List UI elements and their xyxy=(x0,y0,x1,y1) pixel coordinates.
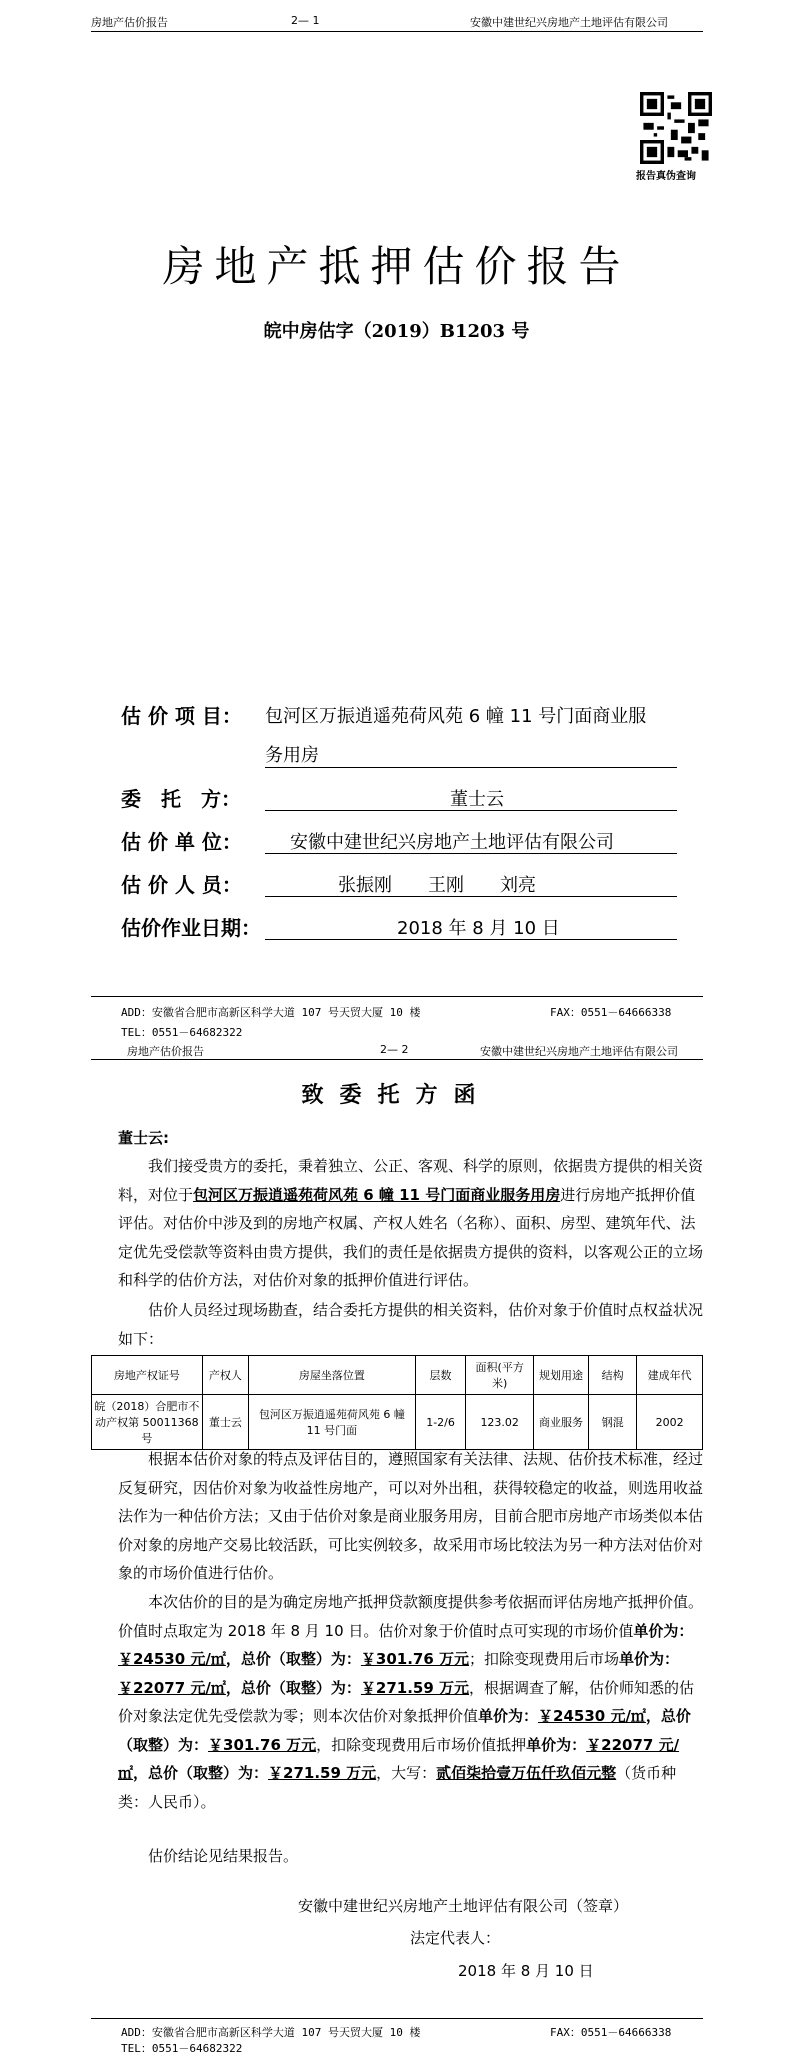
field-underline xyxy=(265,939,677,940)
paragraph-1 xyxy=(118,1152,704,1295)
field-value-appraisers: 张振刚 王刚 刘亮 xyxy=(338,875,536,896)
field-value-project-line1: 包河区万振逍遥苑荷风苑 6 幢 11 号门面商业服 xyxy=(265,706,647,727)
value-unit-price: ￥24530 元/㎡ xyxy=(118,1650,226,1668)
signature-company: 安徽中建世纪兴房地产土地评估有限公司（签章） xyxy=(298,1897,629,1915)
report-number: 皖中房估字（2019）B1203 号 xyxy=(263,321,530,342)
paragraph-text: 本次估价的目的是为确定房地产抵押贷款额度提供参考依据而评估房地产抵押价值。价值时点取定为 2018 年 8 月 10 日。估价对象于价值时点可实现的市场价值 xyxy=(118,1593,704,1640)
table-cell: 2002 xyxy=(637,1395,703,1450)
label-bold: 单价为： xyxy=(619,1650,680,1668)
table-cell: 董士云 xyxy=(202,1395,248,1450)
paragraph-text: 我们接受贵方的委托，秉着独立、公正、客观、科学的原则，依据贵方提供的相关资料，对位于 xyxy=(118,1157,704,1204)
field-label-appraiser-org: 估 价 单 位： xyxy=(121,830,242,854)
value-amount-in-words: 贰佰柒拾壹万伍仟玖佰元整 xyxy=(436,1764,617,1782)
footer-tel: TEL：0551－64682322 xyxy=(121,2042,243,2055)
field-underline xyxy=(265,810,677,811)
header-rule xyxy=(91,31,703,32)
report-title: 房地产抵押估价报告 xyxy=(162,242,631,291)
table-header: 房地产权证号 xyxy=(92,1356,203,1395)
value-unit-price: ￥22077 元/㎡ xyxy=(118,1735,680,1782)
property-location: 包河区万振逍遥苑荷风苑 6 幢 11 号门面商业服务用房 xyxy=(193,1185,561,1204)
table-cell: 1-2/6 xyxy=(415,1395,466,1450)
table-header: 结构 xyxy=(588,1356,636,1395)
footer-rule xyxy=(91,996,703,997)
table-header: 房屋坐落位置 xyxy=(249,1356,416,1395)
header-page-number: 2— 1 xyxy=(291,14,320,27)
label-bold: 单价为： xyxy=(526,1735,587,1754)
value-total-price: ￥301.76 万元 xyxy=(360,1650,470,1668)
field-value-work-date: 2018 年 8 月 10 日 xyxy=(397,918,560,939)
legal-representative: 法定代表人： xyxy=(410,1929,501,1947)
property-table xyxy=(91,1355,703,1450)
value-unit-price: ￥22077 元/㎡ xyxy=(118,1678,226,1697)
table-header: 产权人 xyxy=(202,1356,248,1395)
paragraph-text: 进行房地产抵押价值评估。对估价中涉及到的房地产权属、产权人姓名（名称）、面积、房型、建筑年代、法定优先受偿款等资料由贵方提供，我们的责任是依据贵方提供的资料，以客观公正的立场和科学的估价方法，对估价对象的抵押价值进行评估。 xyxy=(118,1185,704,1289)
paragraph-2: 估价人员经过现场勘查，结合委托方提供的相关资料，估价对象于价值时点权益状况如下： xyxy=(118,1301,704,1348)
value-total-price: ￥271.59 万元 xyxy=(268,1764,377,1782)
table-cell: 钢混 xyxy=(588,1395,636,1450)
table-header: 面积(平方米) xyxy=(466,1356,534,1395)
table-header: 规划用途 xyxy=(534,1356,589,1395)
footer-rule xyxy=(91,2018,703,2019)
footer-fax: FAX：0551－64666338 xyxy=(550,2026,672,2039)
table-cell: 商业服务 xyxy=(534,1395,589,1450)
value-total-price: ￥271.59 万元 xyxy=(360,1678,470,1697)
footer-address: ADD：安徽省合肥市高新区科学大道 107 号天贸大厦 10 楼 xyxy=(121,1006,421,1019)
letter-title: 致委托方函 xyxy=(301,1082,492,1108)
signature-date: 2018 年 8 月 10 日 xyxy=(458,1962,594,1980)
header-right: 安徽中建世纪兴房地产土地评估有限公司 xyxy=(470,16,668,29)
table-cell: 皖（2018）合肥市不动产权第 50011368 号 xyxy=(92,1395,203,1450)
paragraph-3: 根据本估价对象的特点及评估目的，遵照国家有关法律、法规、估价技术标准，经过反复研究，因估价对象为收益性房地产，可以对外出租，获得较稳定的收益，则选用收益法作为一种估价方法；又由于估价对象是商业服务用房，目前合肥市房地产市场类似本估价对象的房地产交易比较活跃，可比实例较多，故采用市场比较法为另一种方法对估价对象的市场价值进行估价。 xyxy=(118,1450,704,1582)
paragraph-text: ，扣除变现费用后市场价值抵押 xyxy=(316,1735,527,1754)
field-underline xyxy=(265,767,677,768)
field-underline xyxy=(265,896,677,897)
paragraph-5: 估价结论见结果报告。 xyxy=(148,1847,299,1865)
value-total-price: ￥301.76 万元 xyxy=(208,1735,317,1754)
footer-address: ADD：安徽省合肥市高新区科学大道 107 号天贸大厦 10 楼 xyxy=(121,2026,421,2039)
field-label-client: 委 托 方： xyxy=(121,787,241,811)
table-cell: 包河区万振逍遥苑荷风苑 6 幢 11 号门面 xyxy=(249,1395,416,1450)
value-unit-price: ￥24530 元/㎡ xyxy=(538,1707,646,1725)
salutation: 董士云: xyxy=(118,1129,169,1147)
table-row xyxy=(92,1395,703,1450)
label-bold: 单价为： xyxy=(478,1707,539,1725)
field-value-client: 董士云 xyxy=(450,789,504,810)
paragraph-text: ；扣除变现费用后市场 xyxy=(469,1650,620,1668)
field-underline xyxy=(265,853,677,854)
footer-tel: TEL：0551－64682322 xyxy=(121,1026,243,1039)
header-left: 房地产估价报告 xyxy=(91,16,168,29)
footer-fax: FAX：0551－64666338 xyxy=(550,1006,672,1019)
paragraph-text: （货币种类：人民币）。 xyxy=(118,1764,677,1811)
field-label-work-date: 估价作业日期： xyxy=(121,916,261,940)
header-right: 安徽中建世纪兴房地产土地评估有限公司 xyxy=(480,1045,678,1058)
paragraph-text: ，大写： xyxy=(376,1764,437,1782)
field-label-appraisers: 估 价 人 员： xyxy=(121,873,242,897)
table-header-row xyxy=(92,1356,703,1395)
qr-caption: 报告真伪查询 xyxy=(636,171,696,182)
label-bold: ，总价（取整）为： xyxy=(118,1707,691,1754)
label-bold: 单价为： xyxy=(633,1621,694,1640)
paragraph-text: ，根据调查了解，估价师知悉的估价对象法定优先受偿款为零；则本次估价对象抵押价值 xyxy=(118,1678,695,1725)
qr-code-icon[interactable] xyxy=(640,92,712,164)
field-value-project-line2: 务用房 xyxy=(265,745,319,766)
field-value-appraiser-org: 安徽中建世纪兴房地产土地评估有限公司 xyxy=(290,832,614,853)
table-header: 层数 xyxy=(415,1356,466,1395)
label-bold: ，总价（取整）为： xyxy=(225,1678,361,1697)
label-bold: ，总价（取整）为： xyxy=(225,1650,361,1668)
table-header: 建成年代 xyxy=(637,1356,703,1395)
header-page-number: 2— 2 xyxy=(380,1043,409,1056)
label-bold: ，总价（取整）为： xyxy=(133,1764,269,1782)
field-label-project: 估 价 项 目： xyxy=(121,704,242,728)
header-left: 房地产估价报告 xyxy=(127,1045,204,1058)
table-cell: 123.02 xyxy=(466,1395,534,1450)
header-rule xyxy=(91,1059,703,1060)
paragraph-4 xyxy=(118,1588,704,1816)
